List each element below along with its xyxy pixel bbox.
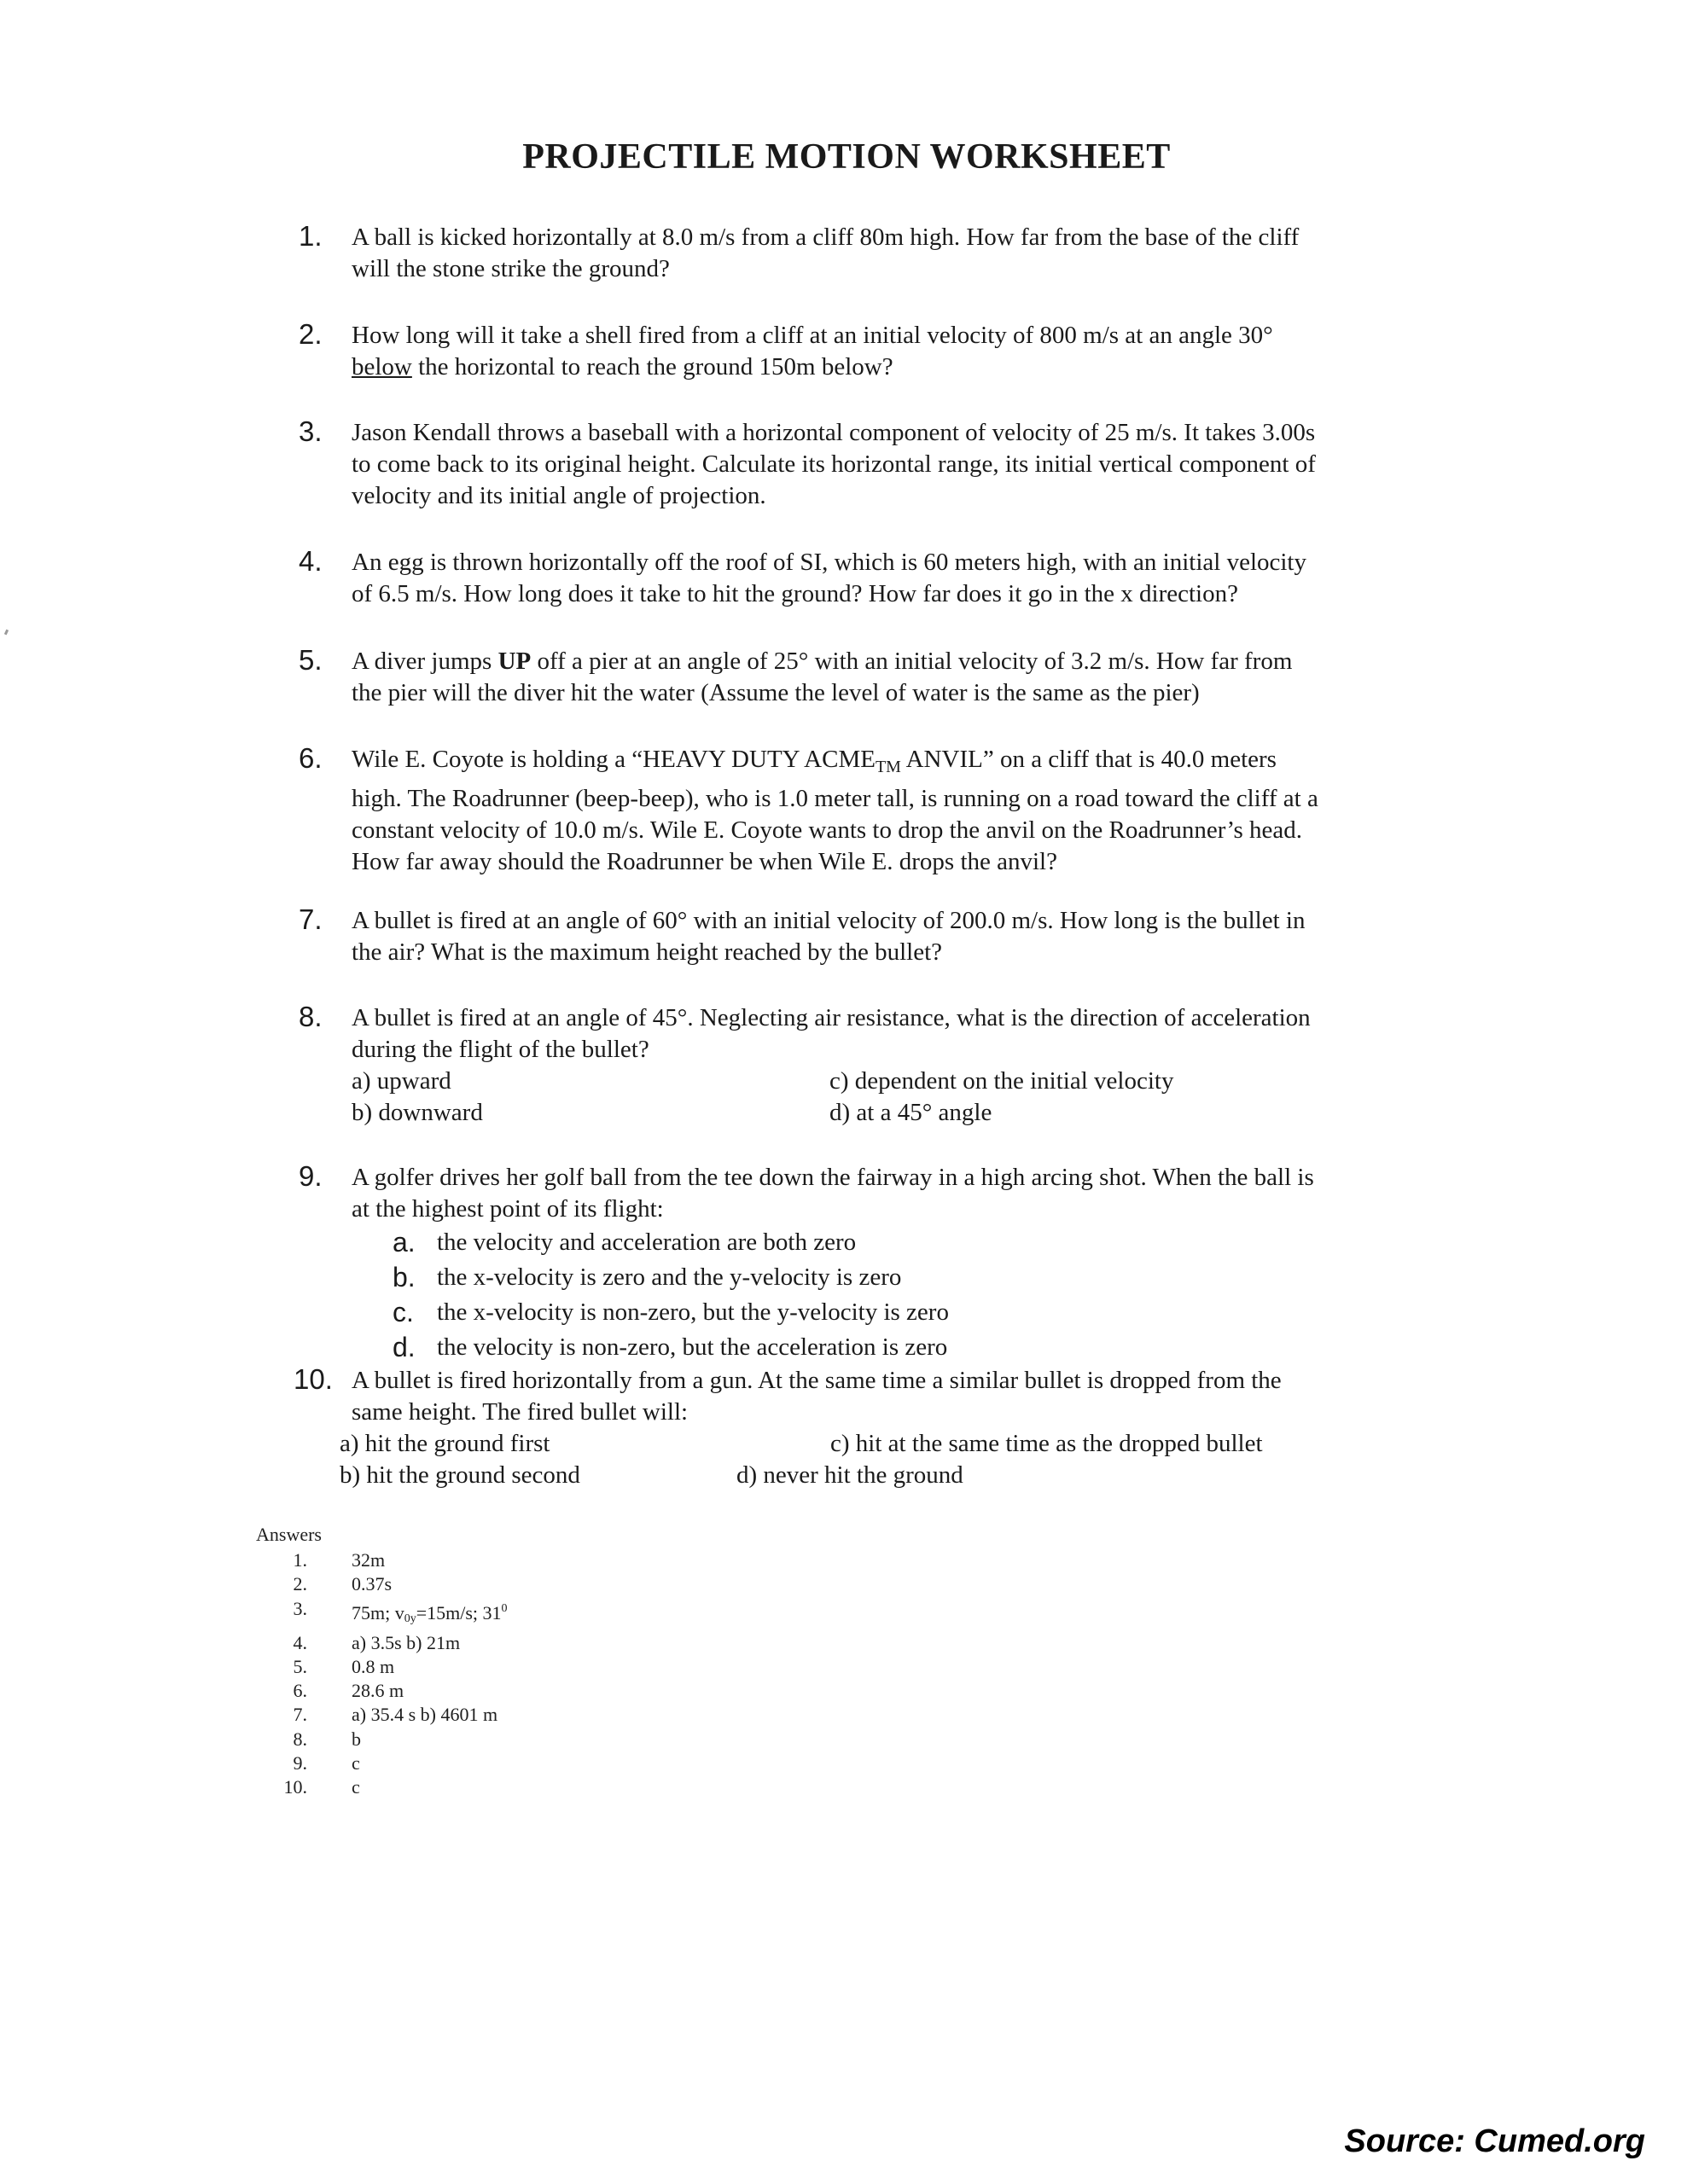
question-number: 6. <box>299 742 323 774</box>
page-title: PROJECTILE MOTION WORKSHEET <box>522 137 1171 177</box>
question-text-line: A bullet is fired at an angle of 60° with an initial velocity of 200.0 m/s. How long is the bullet in <box>352 907 1306 934</box>
answer-number: 9. <box>293 1751 307 1774</box>
question-number: 1. <box>299 220 323 252</box>
choice-d: d) at a 45° angle <box>829 1099 992 1126</box>
scan-speck <box>4 630 9 636</box>
answer-number: 4. <box>293 1631 307 1653</box>
answer-number: 10. <box>283 1776 307 1798</box>
choice-letter: d. <box>393 1332 416 1362</box>
answer-value: 0.37s <box>352 1573 393 1595</box>
question-text-segment: ANVIL” on a cliff that is 40.0 meters <box>900 746 1277 773</box>
question-number: 5. <box>299 644 323 676</box>
answer-key-title: Answers <box>256 1524 322 1545</box>
question-text-segment: off a pier at an angle of 25° with an initial velocity of 3.2 m/s. How far from <box>531 648 1293 675</box>
answer-value: 32m <box>352 1549 386 1571</box>
answer-row <box>256 1572 508 1596</box>
answer-row <box>256 1751 508 1775</box>
question-text-line: of 6.5 m/s. How long does it take to hit the ground? How far does it go in the x direction? <box>352 580 1238 607</box>
answer-value: b <box>352 1728 361 1750</box>
answer-segment: 75m; v <box>352 1601 404 1623</box>
question-text-line: A ball is kicked horizontally at 8.0 m/s from a cliff 80m high. How far from the base of the cliff <box>352 224 1300 251</box>
question-text-line: same height. The fired bullet will: <box>352 1398 689 1426</box>
answer-value: 0.8 m <box>352 1656 395 1678</box>
answer-choices <box>352 1066 1425 1129</box>
question-6 <box>299 744 1425 878</box>
question-text-line <box>352 646 1425 677</box>
source-credit: Source: Cumed.org <box>1344 2123 1645 2159</box>
question-number: 9. <box>299 1160 323 1192</box>
answer-row <box>256 1728 508 1751</box>
question-text-segment: Wile E. Coyote is holding a “HEAVY DUTY ACME <box>352 746 876 773</box>
question-text-line: will the stone strike the ground? <box>352 255 670 282</box>
question-text-line: the pier will the diver hit the water (Assume the level of water is the same as the pier) <box>352 679 1200 706</box>
choice-letter: b. <box>393 1262 416 1292</box>
question-text-line: How long will it take a shell fired from a cliff at an initial velocity of 800 m/s at an angle 30° <box>352 322 1273 349</box>
question-text-line: during the flight of the bullet? <box>352 1036 649 1063</box>
answer-row <box>256 1631 508 1655</box>
choice-c: c) hit at the same time as the dropped bullet <box>830 1430 1263 1457</box>
question-text-line: A golfer drives her golf ball from the tee down the fairway in a high arcing shot. When the ball is <box>352 1164 1314 1191</box>
question-8 <box>299 1002 1425 1129</box>
question-text-line: constant velocity of 10.0 m/s. Wile E. Coyote wants to drop the anvil on the Roadrunner’s head. <box>352 816 1303 844</box>
answer-choices <box>340 1428 1425 1491</box>
question-10 <box>294 1363 1425 1491</box>
answer-value: c <box>352 1776 360 1798</box>
choice-c <box>393 1295 1425 1330</box>
question-text-line: high. The Roadrunner (beep-beep), who is 1.0 meter tall, is running on a road toward the cliff at a <box>352 785 1318 812</box>
answer-number: 6. <box>293 1680 307 1702</box>
answer-segment: =15m/s; 31 <box>416 1601 502 1623</box>
question-text-line: at the highest point of its flight: <box>352 1195 664 1223</box>
question-text-line: A bullet is fired at an angle of 45°. Neglecting air resistance, what is the direction of acceleration <box>352 1004 1311 1031</box>
answer-value: c <box>352 1751 360 1774</box>
answer-value: a) 3.5s b) 21m <box>352 1631 461 1653</box>
choice-b: b) hit the ground second <box>340 1461 580 1489</box>
choice-text: the x-velocity is zero and the y-velocity is zero <box>437 1263 902 1291</box>
answer-row <box>256 1655 508 1679</box>
answer-row <box>256 1548 508 1572</box>
question-7 <box>299 905 1425 968</box>
choice-text: the velocity and acceleration are both zero <box>437 1228 857 1256</box>
choice-letter: c. <box>393 1297 414 1327</box>
question-text-line: the air? What is the maximum height reached by the bullet? <box>352 938 943 966</box>
question-text-line: How far away should the Roadrunner be when Wile E. drops the anvil? <box>352 848 1057 875</box>
question-4 <box>299 547 1425 610</box>
underlined-word: below <box>352 353 412 380</box>
question-text-line: A bullet is fired horizontally from a gun. At the same time a similar bullet is dropped from the <box>352 1367 1282 1394</box>
choice-a: a) upward <box>352 1067 451 1095</box>
question-text-line: An egg is thrown horizontally off the roof of SI, which is 60 meters high, with an initial velocity <box>352 549 1306 576</box>
question-number: 10. <box>294 1363 333 1395</box>
answer-number: 7. <box>293 1704 307 1726</box>
choice-a: a) hit the ground first <box>340 1430 550 1457</box>
question-number: 8. <box>299 1001 323 1032</box>
choice-b: b) downward <box>352 1099 483 1126</box>
answer-number: 5. <box>293 1656 307 1678</box>
answer-number: 3. <box>293 1597 307 1619</box>
question-text-line: Jason Kendall throws a baseball with a horizontal component of velocity of 25 m/s. It takes 3.00s <box>352 419 1316 446</box>
answer-row <box>256 1703 508 1727</box>
answer-subscript: 0y <box>404 1612 416 1625</box>
answer-row <box>256 1597 508 1631</box>
question-text-line: to come back to its original height. Calculate its horizontal range, its initial vertical component of <box>352 450 1316 478</box>
question-text-line <box>352 744 1425 783</box>
question-number: 4. <box>299 545 323 577</box>
question-9 <box>299 1162 1425 1365</box>
question-text-segment: the horizontal to reach the ground 150m below? <box>411 353 893 380</box>
answer-value: 28.6 m <box>352 1680 404 1702</box>
answer-number: 2. <box>293 1573 307 1595</box>
question-number: 2. <box>299 318 323 350</box>
question-1 <box>299 222 1425 285</box>
answer-row <box>256 1775 508 1799</box>
answer-key <box>256 1523 508 1799</box>
choice-d <box>393 1330 1425 1365</box>
question-2 <box>299 320 1425 383</box>
question-5 <box>299 646 1425 709</box>
question-text-line <box>352 351 1425 383</box>
choice-text: the velocity is non-zero, but the acceleration is zero <box>437 1333 948 1361</box>
answer-value <box>352 1597 508 1631</box>
question-number: 3. <box>299 415 323 447</box>
question-text-segment: A diver jumps <box>352 648 498 675</box>
choice-c: c) dependent on the initial velocity <box>829 1067 1174 1095</box>
choice-letter: a. <box>393 1227 416 1258</box>
question-number: 7. <box>299 903 323 935</box>
choice-a <box>393 1225 1425 1260</box>
choice-text: the x-velocity is non-zero, but the y-velocity is zero <box>437 1298 949 1326</box>
trademark-subscript: TM <box>875 758 901 776</box>
choice-d: d) never hit the ground <box>736 1461 963 1489</box>
choice-b <box>393 1260 1425 1295</box>
answer-row <box>256 1679 508 1703</box>
question-text-line: velocity and its initial angle of projection. <box>352 482 766 509</box>
question-3 <box>299 417 1425 512</box>
answer-number: 8. <box>293 1728 307 1750</box>
answer-superscript: 0 <box>501 1601 508 1615</box>
answer-number: 1. <box>293 1549 307 1571</box>
bold-word: UP <box>497 648 532 675</box>
answer-value: a) 35.4 s b) 4601 m <box>352 1704 498 1726</box>
answer-choices <box>393 1225 1425 1365</box>
